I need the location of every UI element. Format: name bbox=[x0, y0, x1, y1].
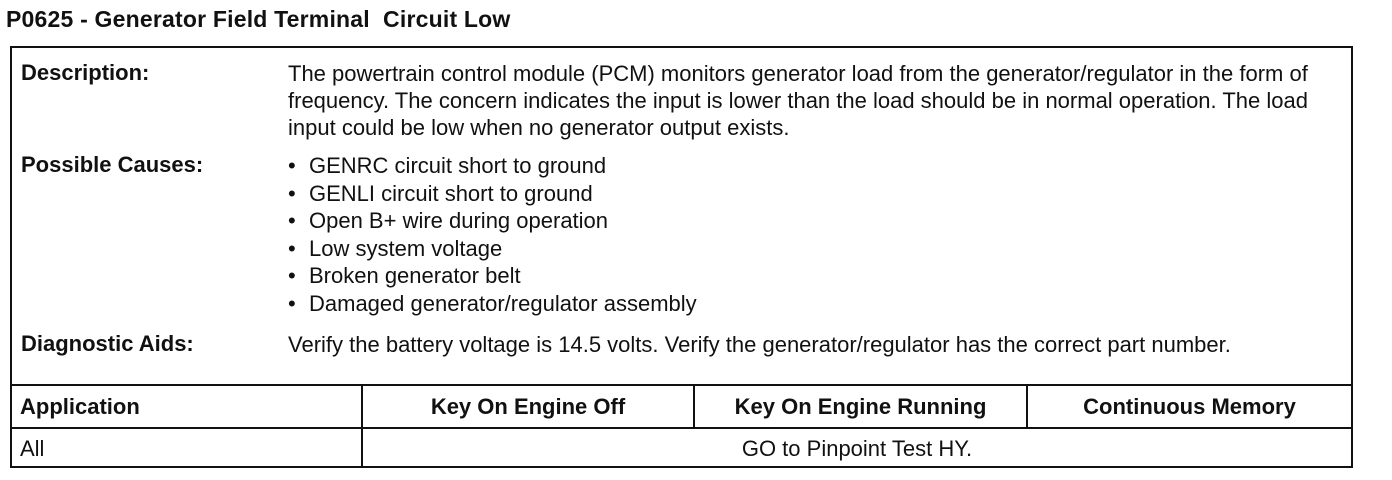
bullet-icon: • bbox=[288, 208, 296, 233]
list-item bbox=[288, 262, 1346, 290]
header-application: Application bbox=[12, 386, 363, 427]
description-label: Description: bbox=[21, 60, 150, 85]
diagnostic-aids-label: Diagnostic Aids: bbox=[21, 331, 194, 356]
cell-application: All bbox=[12, 429, 363, 468]
cause-text: Broken generator belt bbox=[309, 263, 521, 288]
application-table bbox=[12, 384, 1351, 470]
list-item bbox=[288, 152, 1346, 180]
bullet-icon: • bbox=[288, 180, 296, 206]
description-text: The powertrain control module (PCM) monitors generator load from the generator/regulator in the form of frequency. The concern indicates the input is lower than the load should be in normal operation. The load input could be low when no generator output exists. bbox=[288, 61, 1308, 140]
dtc-info-table bbox=[10, 46, 1353, 468]
bullet-icon: • bbox=[288, 235, 296, 261]
bullet-icon: • bbox=[288, 290, 296, 316]
cause-text: Low system voltage bbox=[309, 235, 503, 261]
possible-causes-label: Possible Causes: bbox=[21, 152, 204, 177]
cause-text: GENLI circuit short to ground bbox=[309, 180, 593, 206]
list-item bbox=[288, 235, 1346, 263]
header-continuous-memory: Continuous Memory bbox=[1083, 393, 1296, 419]
header-key-on-engine-off: Key On Engine Off bbox=[363, 386, 695, 427]
header-key-on-engine-running: Key On Engine Running bbox=[695, 386, 1028, 427]
cause-text: Open B+ wire during operation bbox=[309, 208, 609, 233]
cause-text: GENRC circuit short to ground bbox=[309, 153, 607, 178]
bullet-icon: • bbox=[288, 153, 296, 178]
list-item bbox=[288, 180, 1346, 208]
possible-causes-value bbox=[288, 152, 1346, 317]
possible-causes-list bbox=[288, 152, 1346, 317]
page-title: P0625 - Generator Field Terminal Circuit Low bbox=[6, 6, 511, 32]
list-item bbox=[288, 290, 1346, 318]
cell-pinpoint-test-action: GO to Pinpoint Test HY. bbox=[741, 435, 973, 461]
list-item bbox=[288, 207, 1346, 235]
cause-text: Damaged generator/regulator assembly bbox=[309, 290, 697, 316]
bullet-icon: • bbox=[288, 263, 296, 288]
diagnostic-aids-text: Verify the battery voltage is 14.5 volts. Verify the generator/regulator has the correct part number. bbox=[288, 332, 1231, 357]
